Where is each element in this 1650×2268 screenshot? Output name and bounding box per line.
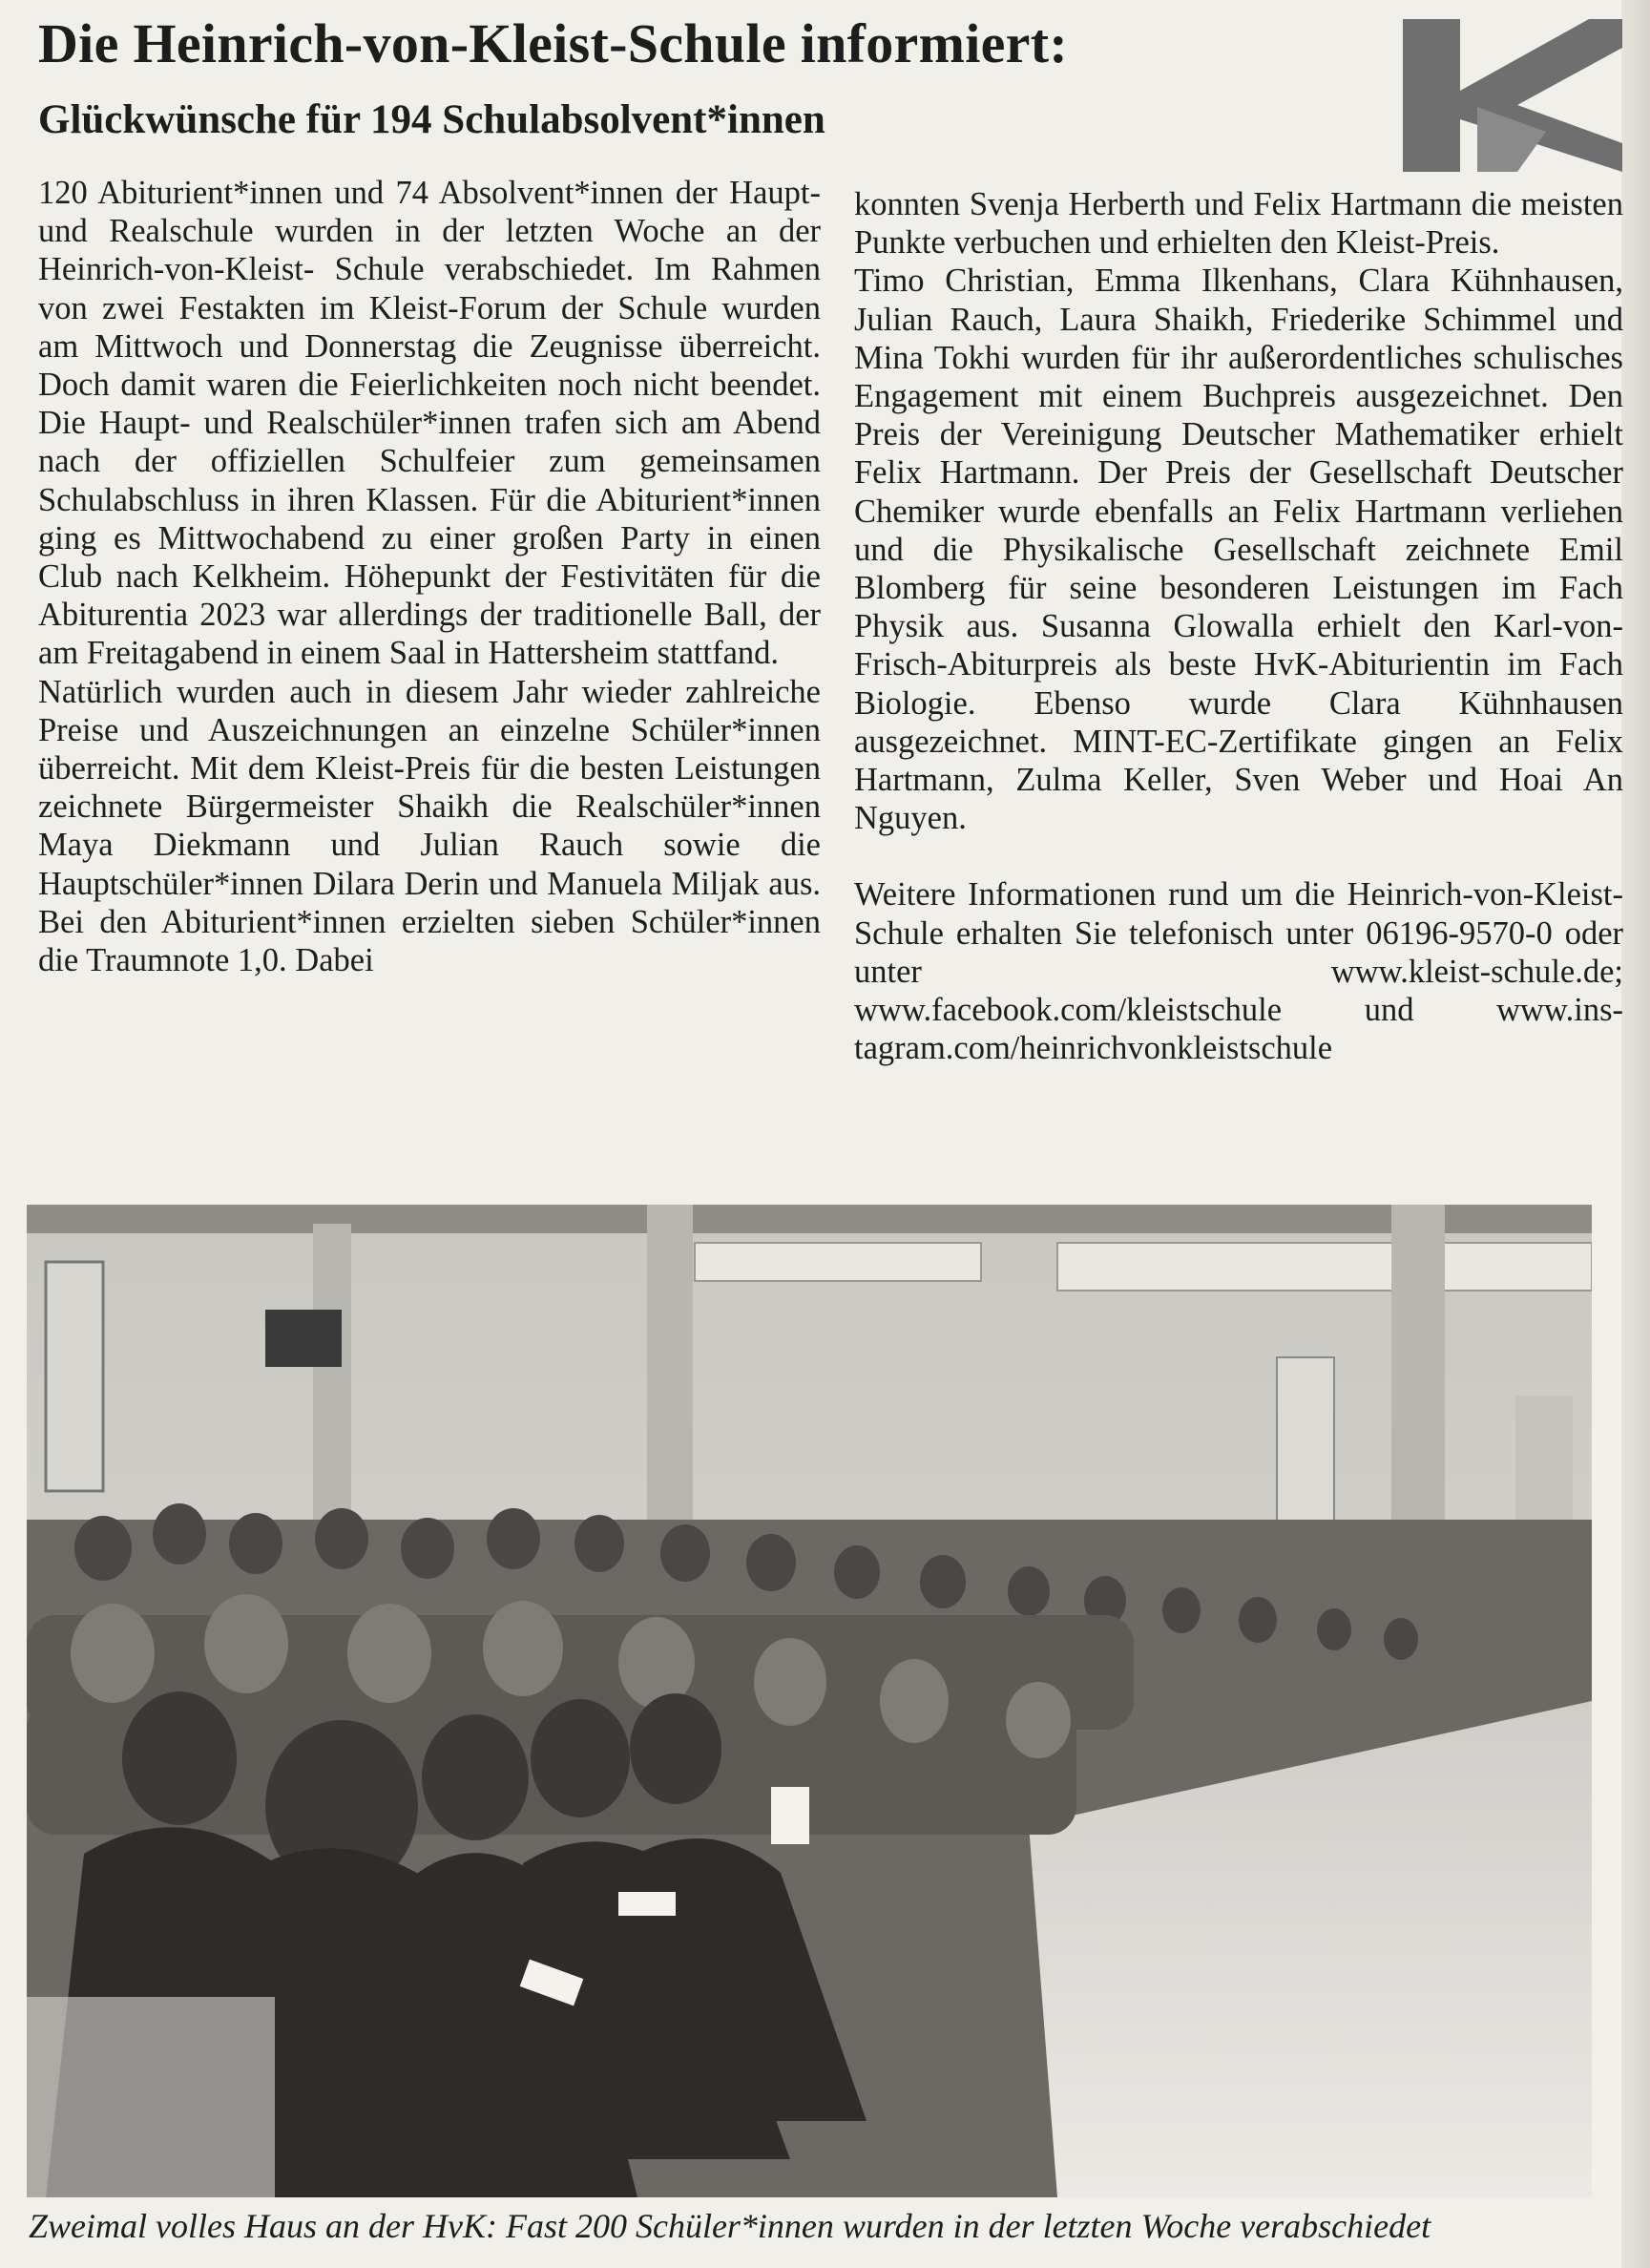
kleist-logo-icon (1403, 19, 1622, 172)
paragraph: Natürlich wurden auch in diesem Jahr wieder zahlreiche Preise und Auszeichnungen an einzelne Schüler*innen überreicht. Mit dem Kleist-Preis für die besten Leistungen zeichnete Bürgermeister Shaikh die Realschüler*innen Maya Diekmann und Julian Rauch sowie die Hauptschüler*innen Dilara Derin und Manuela Miljak aus. Bei den Abiturient*innen erzielten sieben Schüler*innen die Traumnote 1,0. Dabei (38, 673, 821, 979)
paragraph: Timo Christian, Emma Ilkenhans, Clara Kühnhausen, Julian Rauch, Laura Shaikh, Friederike Schimmel und Mina Tokhi wurden für ihr außerordentliches schulisches Engagement mit einem Buchpreis ausgezeichnet. Den Preis der Vereinigung Deutscher Mathematiker erhielt Felix Hartmann. Der Preis der Gesellschaft Deutscher Chemiker wurde ebenfalls an Felix Hartmann verliehen und die Physikalische Gesellschaft zeichnete Emil Blomberg für seine besonderen Leistungen im Fach Physik aus. Susanna Glowalla erhielt den Karl-von-Frisch-Abiturpreis als beste HvK-Abiturientin im Fach Biologie. Ebenso wurde Clara Kühnhausen ausgezeichnet. MINT-EC-Zertifikate gingen an Felix Hartmann, Zulma Keller, Sven Weber und Hoai An Nguyen. (854, 262, 1623, 837)
audience-photo (27, 1205, 1592, 2197)
headline: Die Heinrich-von-Kleist-Schule informiert: (38, 12, 1068, 74)
photo-caption: Zweimal volles Haus an der HvK: Fast 200 Schüler*innen wurden in der letzten Woche verabschiedet (29, 2207, 1431, 2245)
adjacent-page-edge (1621, 0, 1650, 2268)
paragraph: konnten Svenja Herberth und Felix Hartmann die meisten Punkte verbuchen und erhielten den Kleist-Preis. (854, 186, 1623, 262)
subheadline: Glückwünsche für 194 Schulabsolvent*innen (38, 97, 825, 142)
article-column-right (854, 185, 1623, 1067)
paragraph: 120 Abiturient*innen und 74 Absolvent*innen der Haupt- und Realschule wurden in der letzten Woche an der Heinrich-von-Kleist- Schule verabschiedet. Im Rahmen von zwei Festakten im Kleist-Forum der Schule wurden am Mittwoch und Donnerstag die Zeugnisse überreicht. Doch damit waren die Feierlichkeiten noch nicht beendet. Die Haupt- und Realschüler*innen trafen sich am Abend nach der offiziellen Schulfeier zum gemeinsamen Schulabschluss in ihren Klassen. Für die Abiturient*innen ging es Mittwochabend zu einer großen Party in einen Club nach Kelkheim. Höhepunkt der Festivitäten für die Abiturentia 2023 war allerdings der traditionelle Ball, der am Freitagabend in einem Saal in Hattersheim stattfand. (38, 175, 821, 672)
article-column-left (38, 174, 821, 979)
contact-paragraph: Weitere Informationen rund um die Heinrich-von-Kleist-Schule erhalten Sie telefonisch unter 06196-9570-0 oder unter www.kleist-schule.de; www.facebook.com/kleistschule und www.instagram.com/heinrichvonkleistschule (854, 876, 1623, 1067)
